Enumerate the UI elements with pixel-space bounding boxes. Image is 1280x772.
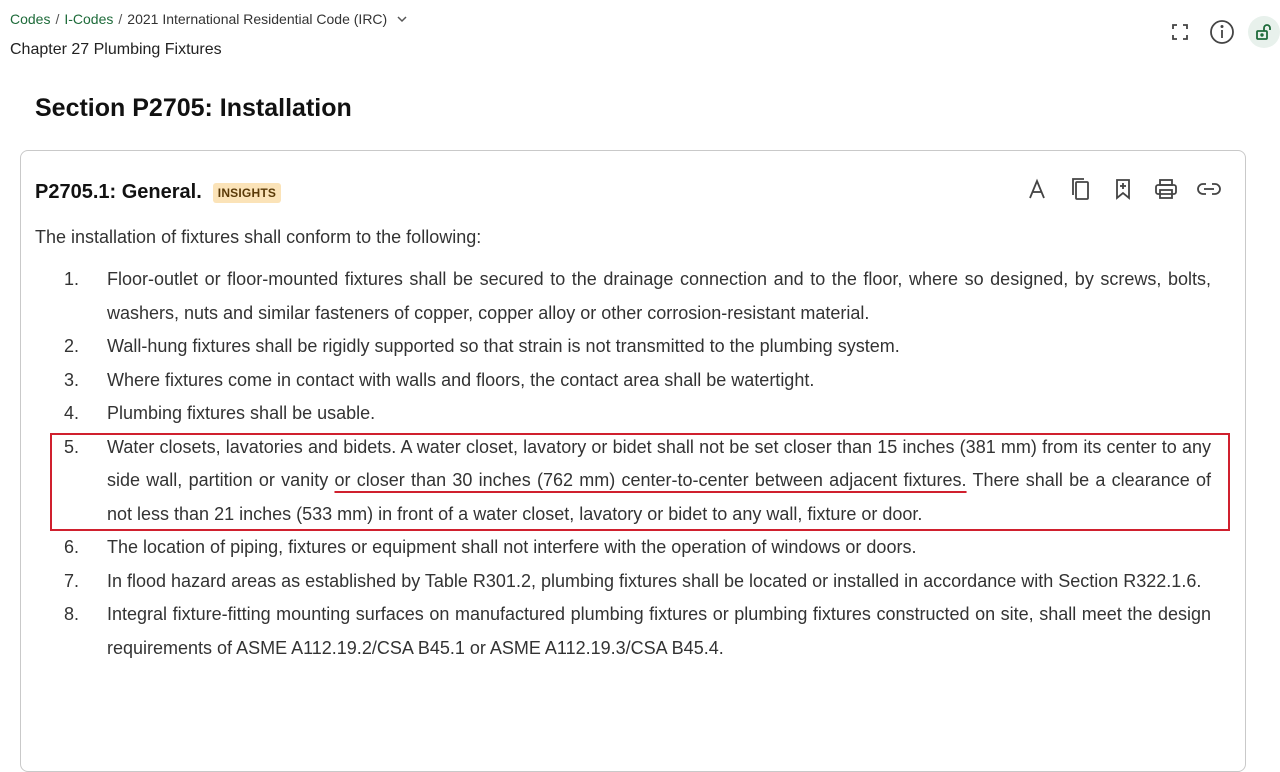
list-item-text-part: There shall be a clearance of not less than 21 inches (533 mm) in front of a water closet, lavatory or bidet to any wall, fixture or door. xyxy=(107,470,1212,524)
chapter-title: Chapter 27 Plumbing Fixtures xyxy=(10,41,222,58)
list-item-text: Wall-hung fixtures shall be rigidly supported so that strain is not transmitted to the plumbing system. xyxy=(107,336,900,356)
list-item-text: Plumbing fixtures shall be usable. xyxy=(107,403,376,423)
bookmark-add-icon[interactable] xyxy=(1109,175,1137,203)
list-item xyxy=(21,531,1245,565)
list-item-highlighted xyxy=(21,431,1245,532)
list-item-number: 8. xyxy=(64,604,80,624)
link-icon[interactable] xyxy=(1195,175,1223,203)
fullscreen-icon[interactable] xyxy=(1164,16,1196,48)
list-item xyxy=(21,364,1245,398)
list-item xyxy=(21,397,1245,431)
list-item-number: 3. xyxy=(64,369,80,390)
breadcrumb-separator: / xyxy=(118,11,123,27)
print-icon[interactable] xyxy=(1152,175,1180,203)
list-item xyxy=(21,598,1245,665)
section-title: Section P2705: Installation xyxy=(35,94,352,122)
list-item-text: Integral fixture-fitting mounting surfaces on manufactured plumbing fixtures or plumbing fixtures constructed on site, shall meet the design requirements of ASME A112.19.2/CSA B45.1 or ASME A112.19.3/CSA B45.4. xyxy=(107,604,1211,658)
list-item-text: In flood hazard areas as established by Table R301.2, plumbing fixtures shall be located or installed in accordance with Section R322.1.6. xyxy=(107,570,1202,591)
section-tools xyxy=(1008,175,1223,203)
font-icon[interactable] xyxy=(1023,175,1051,203)
section-card xyxy=(20,150,1246,772)
list-item xyxy=(21,263,1245,330)
list-item-text-part: Water closets, lavatories and bidets. A water closet, lavatory or bidet shall not be set closer than 15 inches (381 mm) from its center to any side wall, partition or vanity xyxy=(107,436,1211,490)
top-bar xyxy=(0,0,1280,70)
insights-badge[interactable]: INSIGHTS xyxy=(213,183,281,203)
list-item-text: Where fixtures come in contact with walls and floors, the contact area shall be watertight. xyxy=(107,369,815,390)
breadcrumb-separator: / xyxy=(55,11,60,27)
underlined-text: or closer than 30 inches (762 mm) center-to-center between adjacent fixtures. xyxy=(334,470,967,490)
chevron-down-icon[interactable] xyxy=(395,12,409,26)
list-item-number: 6. xyxy=(64,537,80,557)
list-item-number: 1. xyxy=(64,269,80,289)
copy-icon[interactable] xyxy=(1066,175,1094,203)
list-item-text xyxy=(107,431,1211,532)
list-item-text: The location of piping, fixtures or equipment shall not interfere with the operation of windows or doors. xyxy=(107,537,917,557)
breadcrumb xyxy=(10,11,409,27)
requirements-list xyxy=(21,263,1245,665)
list-item xyxy=(21,565,1245,599)
info-icon[interactable] xyxy=(1206,16,1238,48)
breadcrumb-current-book[interactable]: 2021 International Residential Code (IRC) xyxy=(127,11,388,27)
list-item-number: 7. xyxy=(64,570,80,591)
subsection-title: P2705.1: General. xyxy=(35,181,202,203)
list-item xyxy=(21,330,1245,364)
list-item-number: 2. xyxy=(64,336,80,356)
list-item-number: 4. xyxy=(64,403,80,423)
breadcrumb-link-codes[interactable]: Codes xyxy=(10,11,51,27)
top-toolbar xyxy=(1154,16,1280,48)
card-header xyxy=(35,181,281,204)
list-item-number: 5. xyxy=(64,436,80,457)
section-intro: The installation of fixtures shall conform to the following: xyxy=(35,227,482,247)
breadcrumb-link-i-codes[interactable]: I-Codes xyxy=(64,11,114,27)
unlock-icon[interactable] xyxy=(1248,16,1280,48)
list-item-text: Floor-outlet or floor-mounted fixtures shall be secured to the drainage connection and to the floor, where so designed, by screws, bolts, washers, nuts and similar fasteners of copper, copper alloy or other corrosion-resistant material. xyxy=(107,269,1211,323)
